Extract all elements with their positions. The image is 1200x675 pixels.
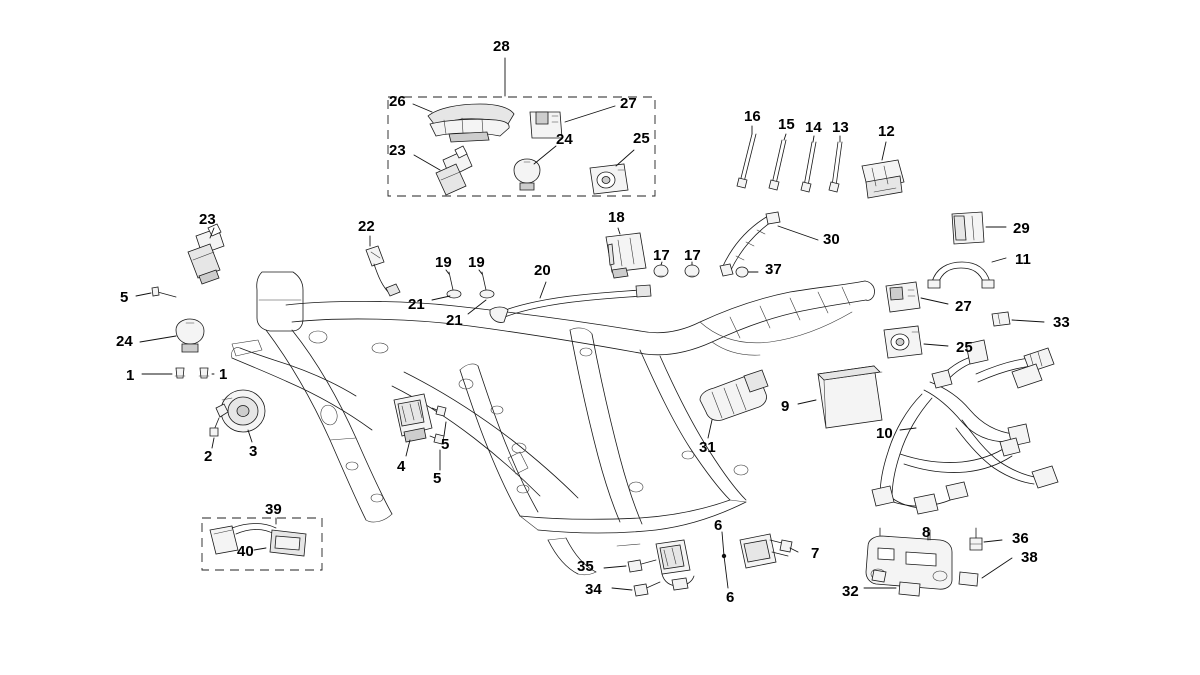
callout-19-b: 19 xyxy=(468,254,485,271)
callout-17-a: 17 xyxy=(653,247,670,264)
callout-31: 31 xyxy=(699,439,716,456)
callout-9: 9 xyxy=(781,398,790,415)
callout-2: 2 xyxy=(204,448,213,465)
callout-10: 10 xyxy=(876,425,893,442)
callout-6-b: 6 xyxy=(726,589,735,606)
callout-11: 11 xyxy=(1015,251,1031,268)
callout-1-a: 1 xyxy=(126,367,135,384)
callout-14: 14 xyxy=(805,119,822,136)
callout-21-b: 21 xyxy=(446,312,463,329)
callout-19-a: 19 xyxy=(435,254,452,271)
callout-12: 12 xyxy=(878,123,895,140)
part-29 xyxy=(952,212,1006,244)
callout-40: 40 xyxy=(237,543,254,560)
callout-17-b: 17 xyxy=(684,247,701,264)
part-5-left xyxy=(136,287,176,297)
callout-5-left: 5 xyxy=(120,289,129,306)
right-gutter xyxy=(1192,0,1200,675)
frame-assembly xyxy=(231,272,874,575)
part-20 xyxy=(490,282,651,323)
parts-17 xyxy=(654,262,699,277)
callout-23-left: 23 xyxy=(199,211,216,228)
callout-21-a: 21 xyxy=(408,296,425,313)
callout-30: 30 xyxy=(823,231,840,248)
parts-19 xyxy=(446,270,494,298)
callout-25-group: 25 xyxy=(633,130,650,147)
group-8-32-36-38 xyxy=(864,528,1012,596)
callout-1-b: 1 xyxy=(219,366,228,383)
part-33 xyxy=(992,312,1044,326)
callout-5-a: 5 xyxy=(441,436,450,453)
callout-5-b: 5 xyxy=(433,470,442,487)
callout-6-a: 6 xyxy=(714,517,723,534)
parts-16-15-14-13 xyxy=(737,126,842,192)
callout-29: 29 xyxy=(1013,220,1030,237)
part-22 xyxy=(366,236,400,296)
part-24-left xyxy=(140,319,204,352)
callout-20: 20 xyxy=(534,262,551,279)
part-24-group xyxy=(514,146,556,190)
part-23-left xyxy=(188,224,224,284)
callout-8: 8 xyxy=(922,524,931,541)
part-26 xyxy=(413,104,514,142)
part-31 xyxy=(700,370,768,438)
callout-39: 39 xyxy=(265,501,282,518)
part-3-horn xyxy=(210,390,265,448)
callout-24-left: 24 xyxy=(116,333,133,350)
part-9-battery xyxy=(798,366,882,428)
part-12 xyxy=(862,142,904,198)
part-25-right xyxy=(884,326,948,358)
callout-4: 4 xyxy=(397,458,406,475)
callout-3: 3 xyxy=(249,443,258,460)
callout-25-right: 25 xyxy=(956,339,973,356)
callout-37: 37 xyxy=(765,261,782,278)
callout-22: 22 xyxy=(358,218,375,235)
part-18 xyxy=(606,228,646,278)
group-6-7 xyxy=(722,532,798,588)
callout-35: 35 xyxy=(577,558,594,575)
callout-38: 38 xyxy=(1021,549,1038,566)
callout-26: 26 xyxy=(389,93,406,110)
part-37 xyxy=(736,267,758,277)
callout-28: 28 xyxy=(493,38,510,55)
callout-32: 32 xyxy=(842,583,859,600)
parts-1 xyxy=(142,368,214,378)
part-11 xyxy=(928,258,1006,288)
callout-24-group: 24 xyxy=(556,131,573,148)
callout-16: 16 xyxy=(744,108,761,125)
group-34-35 xyxy=(604,540,694,596)
callout-27-right: 27 xyxy=(955,298,972,315)
callout-27-top: 27 xyxy=(620,95,637,112)
callout-18: 18 xyxy=(608,209,625,226)
left-gutter xyxy=(0,0,8,675)
part-25-group xyxy=(590,150,634,194)
part-23-group xyxy=(414,146,472,195)
callout-33: 33 xyxy=(1053,314,1070,331)
callout-13: 13 xyxy=(832,119,849,136)
callout-7: 7 xyxy=(811,545,820,562)
group-39-40 xyxy=(202,518,322,570)
part-10-harness xyxy=(872,340,1058,514)
callout-34: 34 xyxy=(585,581,602,598)
callout-23-group: 23 xyxy=(389,142,406,159)
callout-15: 15 xyxy=(778,116,795,133)
callout-36: 36 xyxy=(1012,530,1029,547)
